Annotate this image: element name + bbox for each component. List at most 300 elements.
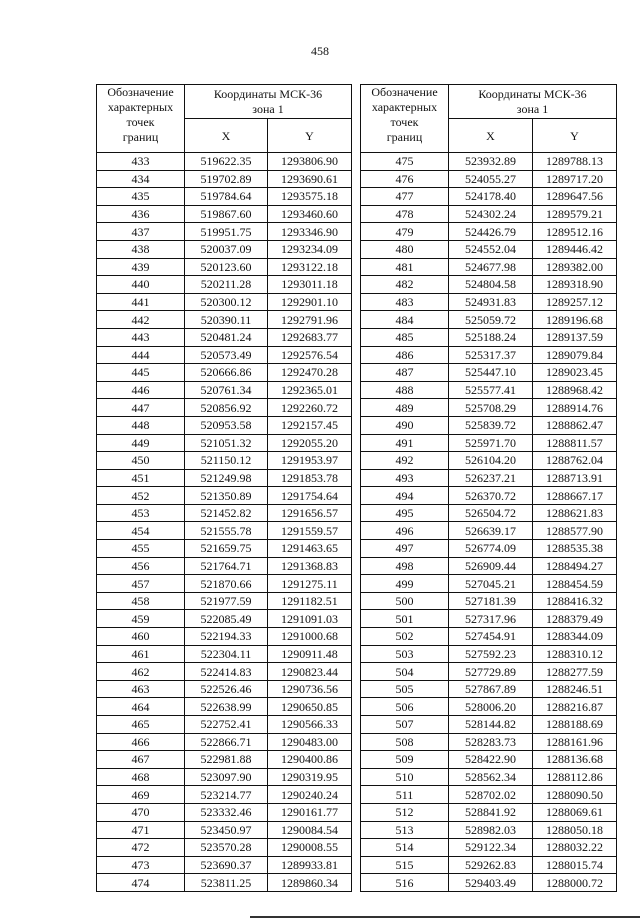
y-coordinate-cell: 1288577.90 bbox=[533, 522, 617, 540]
point-number-cell: 468 bbox=[97, 768, 185, 786]
table-row bbox=[97, 522, 352, 540]
point-number-cell: 458 bbox=[97, 592, 185, 610]
y-coordinate-cell: 1290566.33 bbox=[268, 716, 352, 734]
table-row bbox=[97, 434, 352, 452]
y-coordinate-cell: 1288713.91 bbox=[533, 469, 617, 487]
point-number-cell: 454 bbox=[97, 522, 185, 540]
table-row bbox=[97, 240, 352, 258]
table-row bbox=[361, 768, 617, 786]
y-coordinate-cell: 1288015.74 bbox=[533, 856, 617, 874]
y-coordinate-cell: 1288344.09 bbox=[533, 628, 617, 646]
x-coordinate-cell: 525708.29 bbox=[449, 399, 533, 417]
table-row bbox=[361, 293, 617, 311]
x-coordinate-cell: 520761.34 bbox=[185, 381, 268, 399]
point-number-cell: 475 bbox=[361, 153, 449, 171]
scan-edge-line bbox=[250, 916, 640, 918]
point-number-cell: 471 bbox=[97, 821, 185, 839]
y-coordinate-cell: 1290400.86 bbox=[268, 751, 352, 769]
x-coordinate-cell: 524426.79 bbox=[449, 223, 533, 241]
point-number-cell: 489 bbox=[361, 399, 449, 417]
x-coordinate-cell: 522752.41 bbox=[185, 716, 268, 734]
point-number-cell: 507 bbox=[361, 716, 449, 734]
table-row bbox=[361, 716, 617, 734]
table-row bbox=[97, 821, 352, 839]
y-coordinate-cell: 1289446.42 bbox=[533, 240, 617, 258]
x-coordinate-cell: 522981.88 bbox=[185, 751, 268, 769]
x-coordinate-cell: 522866.71 bbox=[185, 733, 268, 751]
y-coordinate-cell: 1289512.16 bbox=[533, 223, 617, 241]
table-row bbox=[97, 258, 352, 276]
y-coordinate-cell: 1292260.72 bbox=[268, 399, 352, 417]
point-label-line: характерных bbox=[371, 100, 438, 114]
table-row bbox=[361, 575, 617, 593]
point-number-cell: 492 bbox=[361, 452, 449, 470]
point-number-cell: 445 bbox=[97, 364, 185, 382]
y-coordinate-cell: 1289079.84 bbox=[533, 346, 617, 364]
point-number-cell: 466 bbox=[97, 733, 185, 751]
y-coordinate-cell: 1291182.51 bbox=[268, 592, 352, 610]
x-coordinate-cell: 524931.83 bbox=[449, 293, 533, 311]
point-number-cell: 437 bbox=[97, 223, 185, 241]
x-coordinate-cell: 523332.46 bbox=[185, 803, 268, 821]
point-number-cell: 510 bbox=[361, 768, 449, 786]
coord-title-line: Координаты МСК-36 bbox=[213, 86, 323, 101]
x-coordinate-cell: 528982.03 bbox=[449, 821, 533, 839]
x-coordinate-cell: 526639.17 bbox=[449, 522, 533, 540]
x-coordinate-cell: 523811.25 bbox=[185, 874, 268, 892]
x-coordinate-cell: 519867.60 bbox=[185, 205, 268, 223]
x-coordinate-cell: 526237.21 bbox=[449, 469, 533, 487]
x-coordinate-cell: 520666.86 bbox=[185, 364, 268, 382]
y-coordinate-cell: 1290319.95 bbox=[268, 768, 352, 786]
point-number-cell: 495 bbox=[361, 504, 449, 522]
x-coordinate-cell: 520211.28 bbox=[185, 276, 268, 294]
y-coordinate-cell: 1289579.21 bbox=[533, 205, 617, 223]
y-coordinate-cell: 1288914.76 bbox=[533, 399, 617, 417]
y-coordinate-cell: 1288161.96 bbox=[533, 733, 617, 751]
x-coordinate-cell: 523932.89 bbox=[449, 153, 533, 171]
y-coordinate-cell: 1289023.45 bbox=[533, 364, 617, 382]
coord-system-header bbox=[185, 85, 352, 119]
y-coordinate-cell: 1291368.83 bbox=[268, 557, 352, 575]
point-number-cell: 448 bbox=[97, 416, 185, 434]
y-coordinate-cell: 1293122.18 bbox=[268, 258, 352, 276]
y-coordinate-cell: 1288379.49 bbox=[533, 610, 617, 628]
x-coordinate-cell: 522304.11 bbox=[185, 645, 268, 663]
point-number-cell: 467 bbox=[97, 751, 185, 769]
y-coordinate-cell: 1292683.77 bbox=[268, 328, 352, 346]
table-row bbox=[361, 205, 617, 223]
x-coordinate-cell: 519951.75 bbox=[185, 223, 268, 241]
coordinates-table-right bbox=[360, 84, 617, 892]
y-coordinate-cell: 1292365.01 bbox=[268, 381, 352, 399]
point-number-cell: 485 bbox=[361, 328, 449, 346]
x-coordinate-cell: 526370.72 bbox=[449, 487, 533, 505]
point-number-cell: 452 bbox=[97, 487, 185, 505]
x-coordinate-cell: 527045.21 bbox=[449, 575, 533, 593]
point-number-cell: 444 bbox=[97, 346, 185, 364]
x-coordinate-cell: 522526.46 bbox=[185, 680, 268, 698]
x-coordinate-cell: 527317.96 bbox=[449, 610, 533, 628]
table-row bbox=[97, 540, 352, 558]
table-row bbox=[97, 346, 352, 364]
table-row bbox=[361, 751, 617, 769]
point-number-cell: 446 bbox=[97, 381, 185, 399]
point-label-header bbox=[97, 85, 185, 153]
x-coordinate-cell: 523214.77 bbox=[185, 786, 268, 804]
y-coordinate-cell: 1288667.17 bbox=[533, 487, 617, 505]
table-body-left bbox=[97, 153, 352, 892]
x-coordinate-cell: 520037.09 bbox=[185, 240, 268, 258]
point-number-cell: 504 bbox=[361, 663, 449, 681]
coordinates-table-left bbox=[96, 84, 352, 892]
x-coordinate-cell: 521249.98 bbox=[185, 469, 268, 487]
point-number-cell: 464 bbox=[97, 698, 185, 716]
table-row bbox=[97, 223, 352, 241]
point-number-cell: 441 bbox=[97, 293, 185, 311]
table-row bbox=[361, 645, 617, 663]
point-number-cell: 455 bbox=[97, 540, 185, 558]
point-number-cell: 479 bbox=[361, 223, 449, 241]
table-row bbox=[361, 381, 617, 399]
coord-title-line: Координаты МСК-36 bbox=[478, 86, 587, 101]
table-row bbox=[361, 416, 617, 434]
point-number-cell: 478 bbox=[361, 205, 449, 223]
table-row bbox=[97, 188, 352, 206]
y-coordinate-cell: 1288494.27 bbox=[533, 557, 617, 575]
x-coordinate-cell: 527454.91 bbox=[449, 628, 533, 646]
table-row bbox=[361, 223, 617, 241]
table-row bbox=[361, 346, 617, 364]
y-coordinate-cell: 1288416.32 bbox=[533, 592, 617, 610]
table-row bbox=[361, 821, 617, 839]
table-row bbox=[97, 557, 352, 575]
table-row bbox=[97, 575, 352, 593]
table-row bbox=[97, 504, 352, 522]
x-coordinate-cell: 528144.82 bbox=[449, 716, 533, 734]
table-row bbox=[361, 698, 617, 716]
y-coordinate-cell: 1291275.11 bbox=[268, 575, 352, 593]
point-number-cell: 434 bbox=[97, 170, 185, 188]
table-row bbox=[361, 240, 617, 258]
point-number-cell: 502 bbox=[361, 628, 449, 646]
y-coordinate-cell: 1293346.90 bbox=[268, 223, 352, 241]
point-number-cell: 481 bbox=[361, 258, 449, 276]
y-coordinate-cell: 1289717.20 bbox=[533, 170, 617, 188]
point-number-cell: 482 bbox=[361, 276, 449, 294]
x-coordinate-cell: 521452.82 bbox=[185, 504, 268, 522]
table-row bbox=[97, 469, 352, 487]
coord-title-line: зона 1 bbox=[252, 101, 284, 116]
point-number-cell: 451 bbox=[97, 469, 185, 487]
x-coordinate-cell: 524552.04 bbox=[449, 240, 533, 258]
table-row bbox=[97, 293, 352, 311]
point-number-cell: 465 bbox=[97, 716, 185, 734]
y-coordinate-cell: 1292157.45 bbox=[268, 416, 352, 434]
point-number-cell: 496 bbox=[361, 522, 449, 540]
point-number-cell: 513 bbox=[361, 821, 449, 839]
point-number-cell: 483 bbox=[361, 293, 449, 311]
table-row bbox=[97, 592, 352, 610]
point-number-cell: 512 bbox=[361, 803, 449, 821]
x-coordinate-cell: 521977.59 bbox=[185, 592, 268, 610]
y-coordinate-cell: 1289137.59 bbox=[533, 328, 617, 346]
y-coordinate-cell: 1291559.57 bbox=[268, 522, 352, 540]
table-row bbox=[361, 399, 617, 417]
table-row bbox=[361, 839, 617, 857]
table-row bbox=[97, 311, 352, 329]
point-number-cell: 476 bbox=[361, 170, 449, 188]
table-row bbox=[97, 381, 352, 399]
x-coordinate-cell: 528702.02 bbox=[449, 786, 533, 804]
table-row bbox=[361, 610, 617, 628]
x-coordinate-cell: 520300.12 bbox=[185, 293, 268, 311]
x-coordinate-cell: 522638.99 bbox=[185, 698, 268, 716]
point-label-line: Обозначение bbox=[371, 85, 438, 99]
x-coordinate-cell: 523450.97 bbox=[185, 821, 268, 839]
x-coordinate-cell: 528422.90 bbox=[449, 751, 533, 769]
x-coordinate-cell: 526104.20 bbox=[449, 452, 533, 470]
point-number-cell: 516 bbox=[361, 874, 449, 892]
table-row bbox=[97, 751, 352, 769]
point-number-cell: 505 bbox=[361, 680, 449, 698]
point-label-line: границ bbox=[122, 130, 159, 144]
table-body-right bbox=[361, 153, 617, 892]
y-coordinate-cell: 1289196.68 bbox=[533, 311, 617, 329]
x-coordinate-cell: 525317.37 bbox=[449, 346, 533, 364]
y-coordinate-cell: 1293011.18 bbox=[268, 276, 352, 294]
point-number-cell: 450 bbox=[97, 452, 185, 470]
y-header: Y bbox=[533, 119, 617, 153]
point-number-cell: 470 bbox=[97, 803, 185, 821]
x-coordinate-cell: 521350.89 bbox=[185, 487, 268, 505]
y-coordinate-cell: 1288246.51 bbox=[533, 680, 617, 698]
y-coordinate-cell: 1291754.64 bbox=[268, 487, 352, 505]
coordinates-tables bbox=[96, 84, 617, 892]
y-coordinate-cell: 1292470.28 bbox=[268, 364, 352, 382]
x-coordinate-cell: 528283.73 bbox=[449, 733, 533, 751]
y-coordinate-cell: 1290823.44 bbox=[268, 663, 352, 681]
point-number-cell: 439 bbox=[97, 258, 185, 276]
x-coordinate-cell: 525188.24 bbox=[449, 328, 533, 346]
y-coordinate-cell: 1290084.54 bbox=[268, 821, 352, 839]
coord-title-line: зона 1 bbox=[516, 101, 549, 116]
point-number-cell: 511 bbox=[361, 786, 449, 804]
point-number-cell: 438 bbox=[97, 240, 185, 258]
point-number-cell: 433 bbox=[97, 153, 185, 171]
point-number-cell: 491 bbox=[361, 434, 449, 452]
y-coordinate-cell: 1293690.61 bbox=[268, 170, 352, 188]
point-number-cell: 487 bbox=[361, 364, 449, 382]
point-number-cell: 499 bbox=[361, 575, 449, 593]
x-coordinate-cell: 524178.40 bbox=[449, 188, 533, 206]
x-coordinate-cell: 524677.98 bbox=[449, 258, 533, 276]
point-label-line: точек bbox=[126, 115, 155, 129]
table-row bbox=[97, 856, 352, 874]
point-number-cell: 514 bbox=[361, 839, 449, 857]
x-coordinate-cell: 521555.78 bbox=[185, 522, 268, 540]
point-label-line: точек bbox=[390, 115, 419, 129]
y-coordinate-cell: 1290736.56 bbox=[268, 680, 352, 698]
x-coordinate-cell: 524804.58 bbox=[449, 276, 533, 294]
y-coordinate-cell: 1288090.50 bbox=[533, 786, 617, 804]
x-coordinate-cell: 520573.49 bbox=[185, 346, 268, 364]
x-coordinate-cell: 527729.89 bbox=[449, 663, 533, 681]
x-coordinate-cell: 522194.33 bbox=[185, 628, 268, 646]
y-coordinate-cell: 1288535.38 bbox=[533, 540, 617, 558]
x-coordinate-cell: 521150.12 bbox=[185, 452, 268, 470]
x-header: X bbox=[185, 119, 268, 153]
y-coordinate-cell: 1293234.09 bbox=[268, 240, 352, 258]
table-row bbox=[361, 628, 617, 646]
point-number-cell: 498 bbox=[361, 557, 449, 575]
x-coordinate-cell: 523690.37 bbox=[185, 856, 268, 874]
y-coordinate-cell: 1288136.68 bbox=[533, 751, 617, 769]
table-row bbox=[97, 628, 352, 646]
y-coordinate-cell: 1289788.13 bbox=[533, 153, 617, 171]
x-coordinate-cell: 520123.60 bbox=[185, 258, 268, 276]
table-row bbox=[361, 540, 617, 558]
table-row bbox=[361, 434, 617, 452]
point-number-cell: 490 bbox=[361, 416, 449, 434]
point-number-cell: 480 bbox=[361, 240, 449, 258]
table-row bbox=[97, 786, 352, 804]
table-row bbox=[361, 733, 617, 751]
point-number-cell: 500 bbox=[361, 592, 449, 610]
y-coordinate-cell: 1289933.81 bbox=[268, 856, 352, 874]
table-row bbox=[361, 786, 617, 804]
point-number-cell: 462 bbox=[97, 663, 185, 681]
table-row bbox=[361, 522, 617, 540]
y-coordinate-cell: 1288811.57 bbox=[533, 434, 617, 452]
point-number-cell: 463 bbox=[97, 680, 185, 698]
table-row bbox=[97, 680, 352, 698]
y-coordinate-cell: 1288621.83 bbox=[533, 504, 617, 522]
x-coordinate-cell: 520390.11 bbox=[185, 311, 268, 329]
table-row bbox=[97, 733, 352, 751]
point-number-cell: 443 bbox=[97, 328, 185, 346]
point-number-cell: 436 bbox=[97, 205, 185, 223]
x-coordinate-cell: 523097.90 bbox=[185, 768, 268, 786]
table-row bbox=[361, 258, 617, 276]
y-coordinate-cell: 1288032.22 bbox=[533, 839, 617, 857]
table-row bbox=[97, 698, 352, 716]
y-coordinate-cell: 1288762.04 bbox=[533, 452, 617, 470]
x-coordinate-cell: 526909.44 bbox=[449, 557, 533, 575]
table-row bbox=[361, 469, 617, 487]
table-row bbox=[97, 768, 352, 786]
table-row bbox=[361, 680, 617, 698]
x-coordinate-cell: 521051.32 bbox=[185, 434, 268, 452]
point-number-cell: 515 bbox=[361, 856, 449, 874]
x-coordinate-cell: 525971.70 bbox=[449, 434, 533, 452]
x-coordinate-cell: 522085.49 bbox=[185, 610, 268, 628]
point-number-cell: 447 bbox=[97, 399, 185, 417]
x-coordinate-cell: 529403.49 bbox=[449, 874, 533, 892]
point-number-cell: 493 bbox=[361, 469, 449, 487]
point-number-cell: 440 bbox=[97, 276, 185, 294]
y-header: Y bbox=[268, 119, 352, 153]
y-coordinate-cell: 1288310.12 bbox=[533, 645, 617, 663]
y-coordinate-cell: 1289647.56 bbox=[533, 188, 617, 206]
y-coordinate-cell: 1290650.85 bbox=[268, 698, 352, 716]
x-coordinate-cell: 519784.64 bbox=[185, 188, 268, 206]
x-header: X bbox=[449, 119, 533, 153]
point-number-cell: 488 bbox=[361, 381, 449, 399]
point-label-line: Обозначение bbox=[107, 85, 174, 99]
point-number-cell: 509 bbox=[361, 751, 449, 769]
point-number-cell: 503 bbox=[361, 645, 449, 663]
point-label-line: характерных bbox=[107, 100, 174, 114]
x-coordinate-cell: 529122.34 bbox=[449, 839, 533, 857]
y-coordinate-cell: 1291463.65 bbox=[268, 540, 352, 558]
table-row bbox=[97, 663, 352, 681]
y-coordinate-cell: 1289860.34 bbox=[268, 874, 352, 892]
point-number-cell: 494 bbox=[361, 487, 449, 505]
y-coordinate-cell: 1293575.18 bbox=[268, 188, 352, 206]
x-coordinate-cell: 528006.20 bbox=[449, 698, 533, 716]
point-number-cell: 459 bbox=[97, 610, 185, 628]
table-row bbox=[97, 803, 352, 821]
point-label-line: границ bbox=[386, 130, 423, 144]
x-coordinate-cell: 524055.27 bbox=[449, 170, 533, 188]
table-row bbox=[97, 205, 352, 223]
y-coordinate-cell: 1288862.47 bbox=[533, 416, 617, 434]
table-row bbox=[361, 328, 617, 346]
table-row bbox=[97, 839, 352, 857]
table-row bbox=[361, 153, 617, 171]
x-coordinate-cell: 527867.89 bbox=[449, 680, 533, 698]
table-row bbox=[97, 153, 352, 171]
y-coordinate-cell: 1292576.54 bbox=[268, 346, 352, 364]
x-coordinate-cell: 528841.92 bbox=[449, 803, 533, 821]
y-coordinate-cell: 1292791.96 bbox=[268, 311, 352, 329]
y-coordinate-cell: 1288454.59 bbox=[533, 575, 617, 593]
x-coordinate-cell: 521659.75 bbox=[185, 540, 268, 558]
y-coordinate-cell: 1291953.97 bbox=[268, 452, 352, 470]
point-number-cell: 508 bbox=[361, 733, 449, 751]
y-coordinate-cell: 1288277.59 bbox=[533, 663, 617, 681]
y-coordinate-cell: 1288188.69 bbox=[533, 716, 617, 734]
table-row bbox=[97, 399, 352, 417]
point-number-cell: 456 bbox=[97, 557, 185, 575]
table-row bbox=[97, 170, 352, 188]
x-coordinate-cell: 527592.23 bbox=[449, 645, 533, 663]
y-coordinate-cell: 1293806.90 bbox=[268, 153, 352, 171]
table-row bbox=[97, 716, 352, 734]
table-row bbox=[97, 328, 352, 346]
table-row bbox=[97, 874, 352, 892]
x-coordinate-cell: 529262.83 bbox=[449, 856, 533, 874]
y-coordinate-cell: 1290240.24 bbox=[268, 786, 352, 804]
x-coordinate-cell: 521870.66 bbox=[185, 575, 268, 593]
table-row bbox=[97, 276, 352, 294]
page-number: 458 bbox=[311, 44, 329, 58]
point-number-cell: 457 bbox=[97, 575, 185, 593]
y-coordinate-cell: 1288112.86 bbox=[533, 768, 617, 786]
table-row bbox=[361, 188, 617, 206]
x-coordinate-cell: 523570.28 bbox=[185, 839, 268, 857]
point-label-header bbox=[361, 85, 449, 153]
x-coordinate-cell: 524302.24 bbox=[449, 205, 533, 223]
table-row bbox=[97, 645, 352, 663]
y-coordinate-cell: 1292055.20 bbox=[268, 434, 352, 452]
point-number-cell: 477 bbox=[361, 188, 449, 206]
table-row bbox=[361, 592, 617, 610]
point-number-cell: 506 bbox=[361, 698, 449, 716]
y-coordinate-cell: 1290911.48 bbox=[268, 645, 352, 663]
y-coordinate-cell: 1291853.78 bbox=[268, 469, 352, 487]
